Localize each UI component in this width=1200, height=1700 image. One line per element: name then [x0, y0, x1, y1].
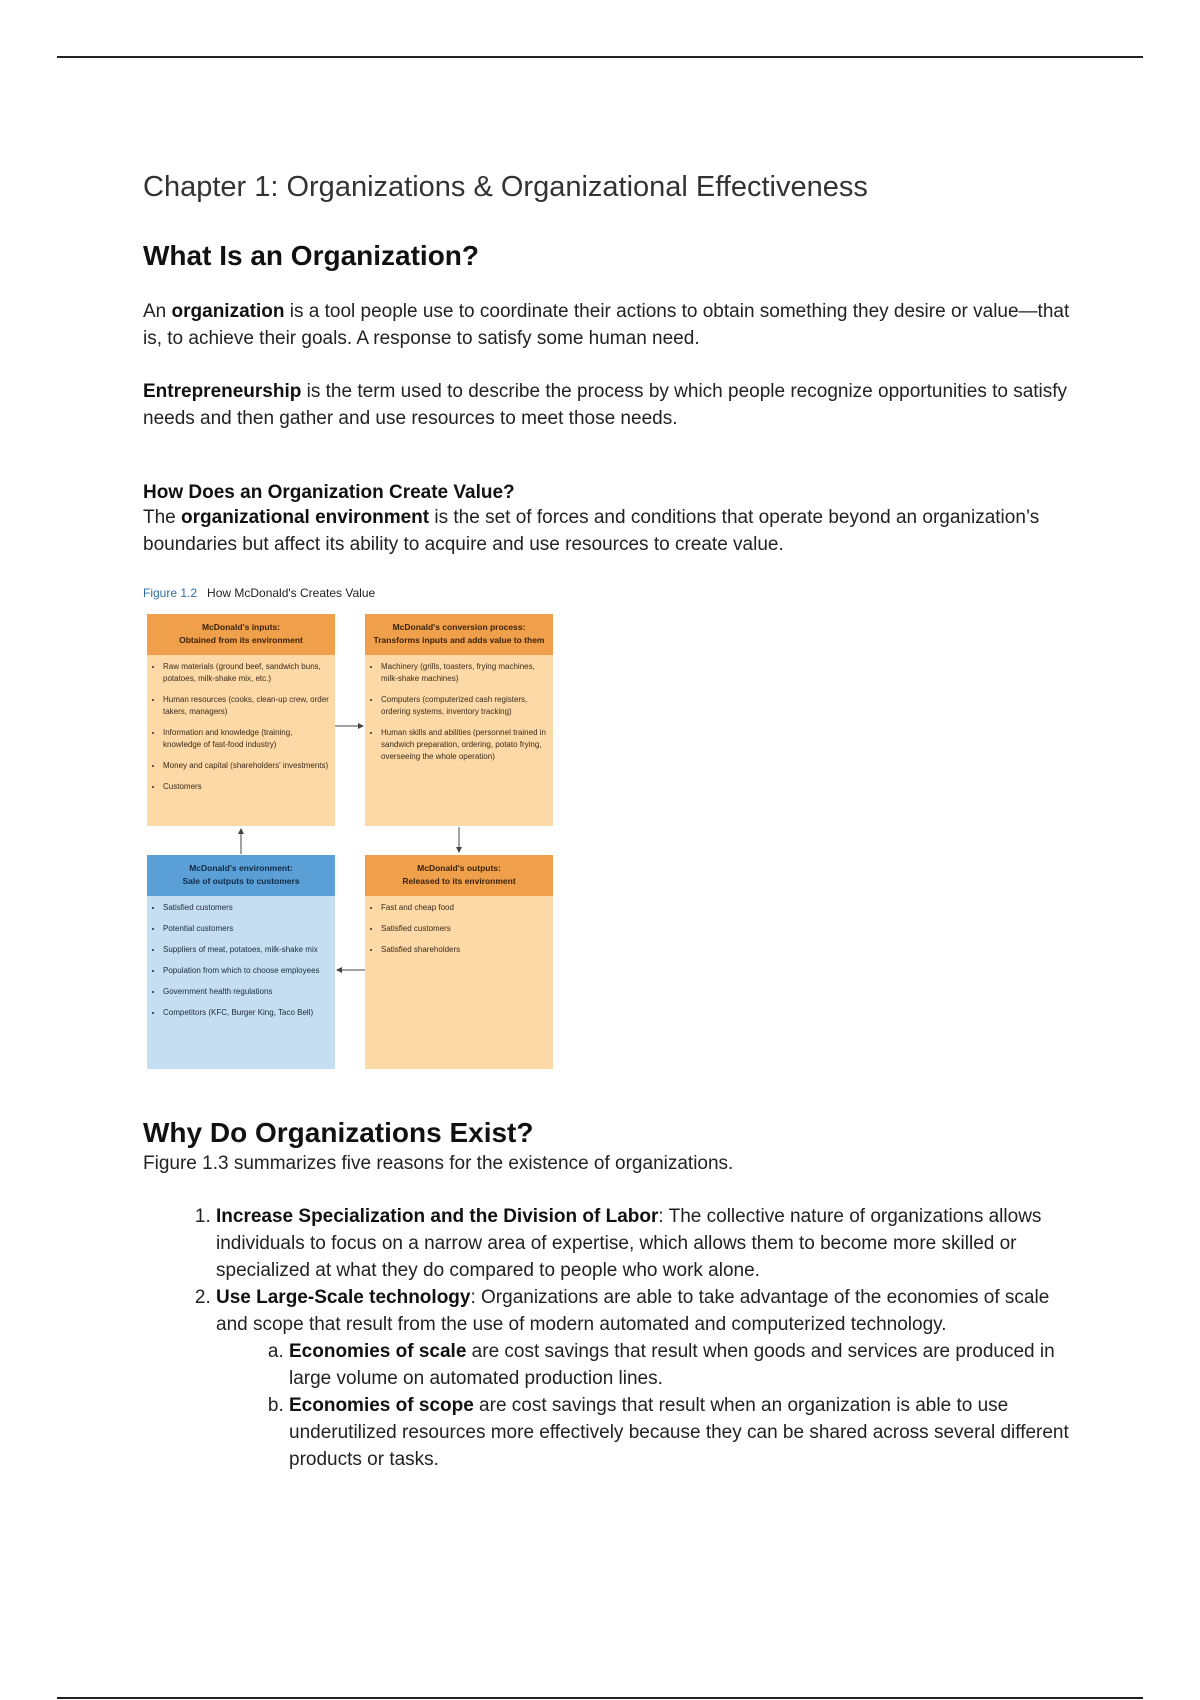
outputs-body [365, 896, 553, 1069]
list-item: • Raw materials (ground beef, sandwich buns, potatoes, milk-shake mix, etc.) [163, 661, 329, 685]
chapter-title: Chapter 1: Organizations & Organizational Effectiveness [143, 171, 868, 203]
list-item: • Machinery (grills, toasters, frying machines, milk-shake machines) [381, 661, 547, 685]
section-heading-what-is-organization: What Is an Organization? [143, 239, 480, 271]
term-organization: organization [171, 301, 285, 323]
inputs-body [147, 655, 335, 826]
paragraph-organization-definition [143, 298, 1073, 352]
text-span: is a tool people use to coordinate their actions to obtain something they desire or value—that is, to achieve their goals. A response to satisfy some human need. [143, 301, 1070, 350]
list-item: • Potential customers [163, 923, 329, 935]
text-span: The [143, 507, 182, 529]
outputs-box [365, 855, 553, 1069]
list-item [289, 1392, 1073, 1473]
list-item: • Information and knowledge (training, knowledge of fast-food industry) [163, 727, 329, 751]
list-item: • Satisfied shareholders [381, 944, 547, 956]
term: Increase Specialization and the Division of Labor [216, 1205, 659, 1227]
list-item: • Government health regulations [163, 986, 329, 998]
text-span: : Organizations are able to take advantage of the economies of scale and scope that result from the use of modern automated and computerized technology. [216, 1286, 1050, 1335]
term: Economies of scope [289, 1394, 474, 1416]
list-item: • Human skills and abilities (personnel trained in sandwich preparation, ordering, potato frying, overseeing the whole operation) [381, 727, 547, 763]
conversion-header [365, 614, 553, 655]
environment-box [147, 855, 335, 1069]
text-span: are cost savings that result when goods and services are produced in large volume on automated production lines. [289, 1340, 1055, 1389]
document-page [143, 170, 1073, 1473]
figure-number: Figure 1.2 [143, 586, 198, 601]
term-entrepreneurship: Entrepreneurship [143, 381, 302, 403]
list-item [289, 1338, 1073, 1392]
conversion-body [365, 655, 553, 826]
paragraph-entrepreneurship [143, 378, 1073, 432]
figure-mcdonalds-value [143, 586, 563, 1076]
term: Economies of scale [289, 1340, 467, 1362]
header-rule [57, 56, 1143, 58]
outputs-header-line1: McDonald's outputs: [417, 863, 501, 874]
inputs-header-line1: McDonald's inputs: [201, 622, 281, 633]
environment-header-line2: Sale of outputs to customers [182, 876, 300, 887]
environment-header-line1: McDonald's environment: [189, 863, 293, 874]
text-span: are cost savings that result when an organization is able to use underutilized resources more effectively because they can be shared across several different products or tasks. [289, 1394, 1069, 1470]
conversion-header-line1: McDonald's conversion process: [392, 622, 526, 633]
list-item: • Suppliers of meat, potatoes, milk-shake mix [163, 944, 329, 956]
environment-header [147, 855, 335, 896]
text-span: : The collective nature of organizations allows individuals to focus on a narrow area of expertise, which allows them to become more skilled or specialized at what they do compared to people who work alone. [216, 1205, 1042, 1281]
section-heading-why-exist: Why Do Organizations Exist? [143, 1117, 534, 1149]
list-item: • Fast and cheap food [381, 902, 547, 914]
conversion-box [365, 614, 553, 826]
list-item: • Computers (computerized cash registers, ordering systems, inventory tracking) [381, 694, 547, 718]
conversion-header-line2: Transforms inputs and adds value to them [373, 635, 545, 646]
list-item: • Human resources (cooks, clean-up crew, order takers, managers) [163, 694, 329, 718]
inputs-header [147, 614, 335, 655]
list-item [216, 1284, 1073, 1473]
inputs-header-line2: Obtained from its environment [179, 635, 303, 646]
list-item [216, 1203, 1073, 1284]
list-item: • Population from which to choose employees [163, 965, 329, 977]
paragraph-why-exist-intro: Figure 1.3 summarizes five reasons for the existence of organizations. [143, 1152, 734, 1174]
footer-rule [57, 1697, 1143, 1699]
list-item: • Satisfied customers [163, 902, 329, 914]
figure-caption [143, 586, 563, 600]
text-span: An [143, 301, 172, 323]
paragraph-organizational-environment [143, 504, 1073, 558]
list-item: • Customers [163, 781, 329, 793]
text-span: is the set of forces and conditions that operate beyond an organization’s boundaries but affect its ability to acquire and use resources to create value. [143, 507, 1040, 556]
reasons-list [143, 1203, 1073, 1473]
term-organizational-environment: organizational environment [181, 507, 430, 529]
environment-body [147, 896, 335, 1069]
inputs-box [147, 614, 335, 826]
subpoints-list [216, 1338, 1073, 1473]
outputs-header [365, 855, 553, 896]
outputs-header-line2: Released to its environment [402, 876, 516, 887]
list-item: • Competitors (KFC, Burger King, Taco Bell) [163, 1007, 329, 1019]
text-span: is the term used to describe the process by which people recognize opportunities to satisfy needs and then gather and use resources to meet those needs. [143, 381, 1068, 430]
figure-title: How McDonald's Creates Value [207, 586, 376, 601]
list-item: • Satisfied customers [381, 923, 547, 935]
section-heading-create-value: How Does an Organization Create Value? [143, 482, 515, 504]
list-item: • Money and capital (shareholders' investments) [163, 760, 329, 772]
term: Use Large-Scale technology [216, 1286, 471, 1308]
